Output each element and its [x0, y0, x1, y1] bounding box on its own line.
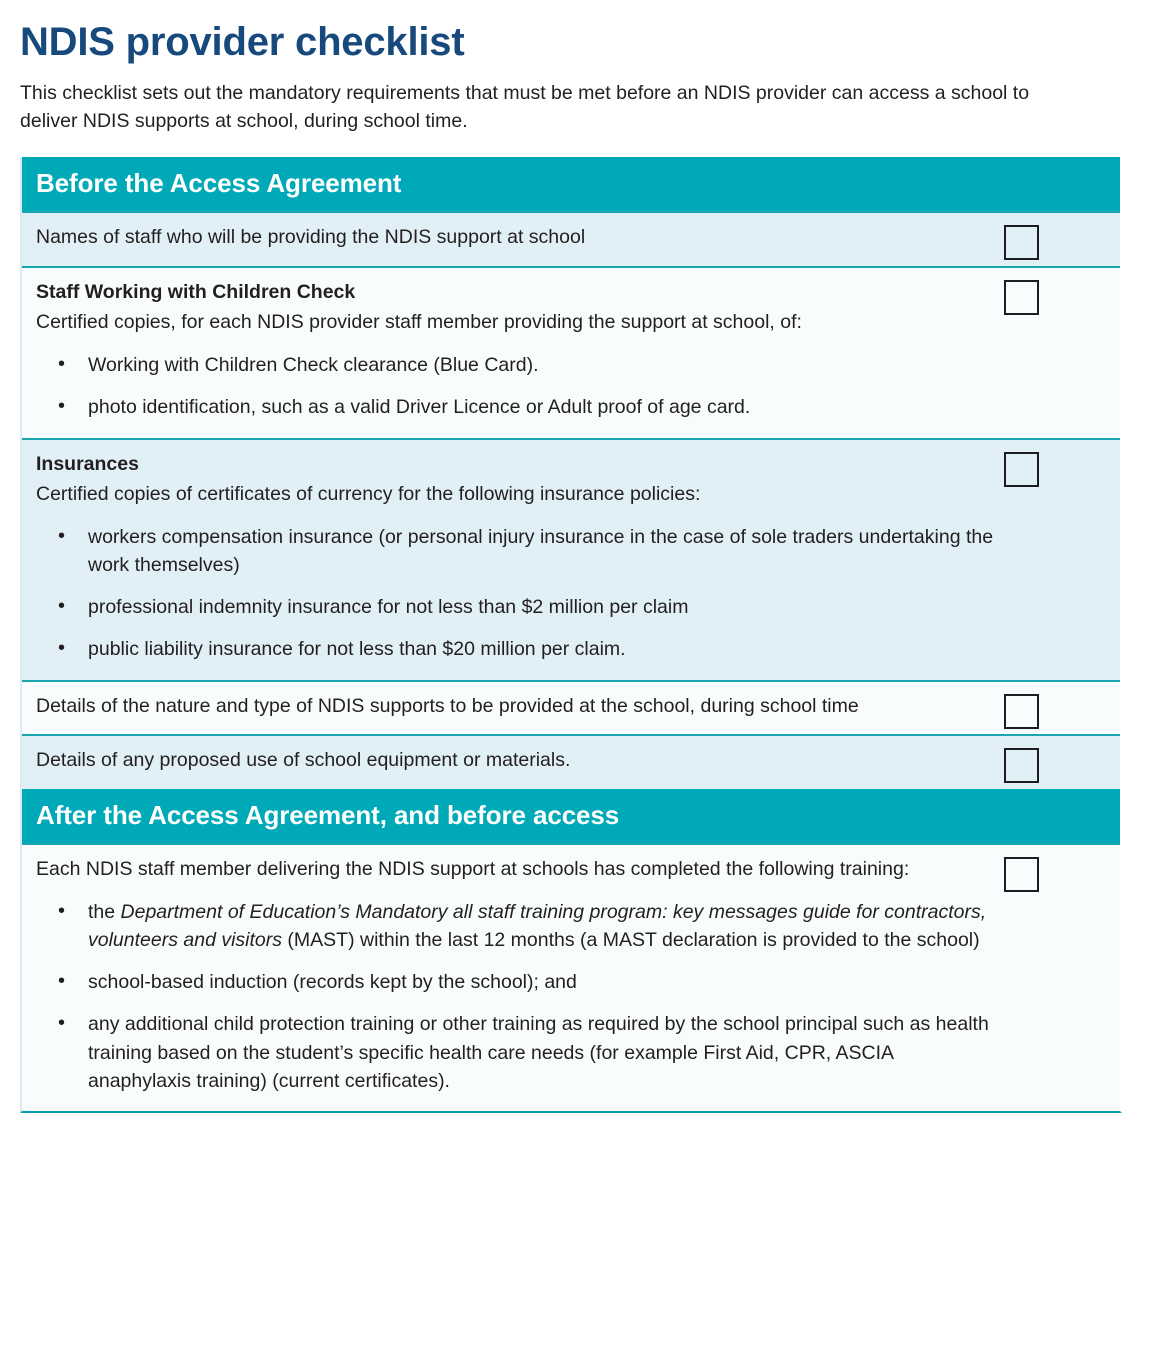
bullet-text: (MAST) within the last 12 months (a MAST declaration is provided to the school)	[282, 928, 980, 951]
checkbox-use-of-school-equipment[interactable]	[1004, 748, 1039, 783]
checklist-table	[20, 157, 1122, 1113]
bullet-list	[36, 523, 1000, 664]
bullet-text: school-based induction (records kept by the school); and	[88, 971, 577, 994]
bullet-item	[36, 898, 1000, 955]
checkbox-staff-training-completed[interactable]	[1004, 857, 1039, 892]
bullet-text: the	[88, 900, 121, 923]
bullet-item	[36, 968, 1000, 996]
bullet-item	[36, 1010, 1000, 1095]
checkbox-nature-and-type-of-supports[interactable]	[1004, 694, 1039, 729]
bullet-item: • photo identification, such as a valid Driver Licence or Adult proof of age card.	[36, 393, 1000, 421]
bullet-item: • workers compensation insurance (or personal injury insurance in the case of sole traders undertaking the work themselves)	[36, 523, 1000, 580]
row-text: Details of the nature and type of NDIS supports to be provided at the school, during school time	[36, 694, 859, 717]
checkbox-staff-names[interactable]	[1004, 225, 1039, 260]
checkbox-working-with-children-check[interactable]	[1004, 280, 1039, 315]
checklist-row-staff-names	[22, 211, 1120, 266]
section-header-after-access-agreement: After the Access Agreement, and before access	[22, 789, 1120, 843]
row-heading: Insurances	[36, 452, 139, 475]
bullet-item: • public liability insurance for not less than $20 million per claim.	[36, 635, 1000, 663]
row-text: Certified copies, for each NDIS provider staff member providing the support at school, of:	[36, 311, 802, 334]
bullet-emphasis: Department of Education’s Mandatory all staff training program: key messages guide for contractors, volunteers and visitors	[88, 900, 987, 951]
checklist-row-nature-and-type-of-supports	[22, 680, 1120, 735]
intro-paragraph: This checklist sets out the mandatory requirements that must be met before an NDIS provider can access a school to deliver NDIS supports at school, during school time.	[20, 82, 1030, 132]
bullet-list	[36, 351, 1000, 422]
row-text: Each NDIS staff member delivering the NDIS support at schools has completed the following training:	[36, 858, 910, 880]
checklist-row-working-with-children-check	[22, 266, 1120, 438]
bullet-item: • professional indemnity insurance for not less than $2 million per claim	[36, 593, 1000, 621]
row-text: Names of staff who will be providing the NDIS support at school	[36, 226, 586, 249]
bullet-list	[36, 898, 1000, 1096]
checklist-row-use-of-school-equipment	[22, 734, 1120, 789]
section-header-before-access-agreement: Before the Access Agreement	[22, 157, 1120, 211]
bullet-text: any additional child protection training or other training as required by the school principal such as health training based on the student’s specific health care needs (for example First Aid, CPR, ASCIA anaphylaxis training) (current certificates).	[88, 1013, 989, 1093]
row-text: Details of any proposed use of school equipment or materials.	[36, 749, 571, 772]
row-heading: Staff Working with Children Check	[36, 281, 356, 304]
page-bottom-whitespace	[0, 1113, 1151, 1161]
checkbox-insurances[interactable]	[1004, 452, 1039, 487]
checklist-row-insurances	[22, 438, 1120, 680]
row-text: Certified copies of certificates of currency for the following insurance policies:	[36, 482, 701, 505]
checklist-row-staff-training-completed	[22, 843, 1120, 1111]
bullet-item: • Working with Children Check clearance (Blue Card).	[36, 351, 1000, 379]
page-title: NDIS provider checklist	[20, 20, 465, 64]
